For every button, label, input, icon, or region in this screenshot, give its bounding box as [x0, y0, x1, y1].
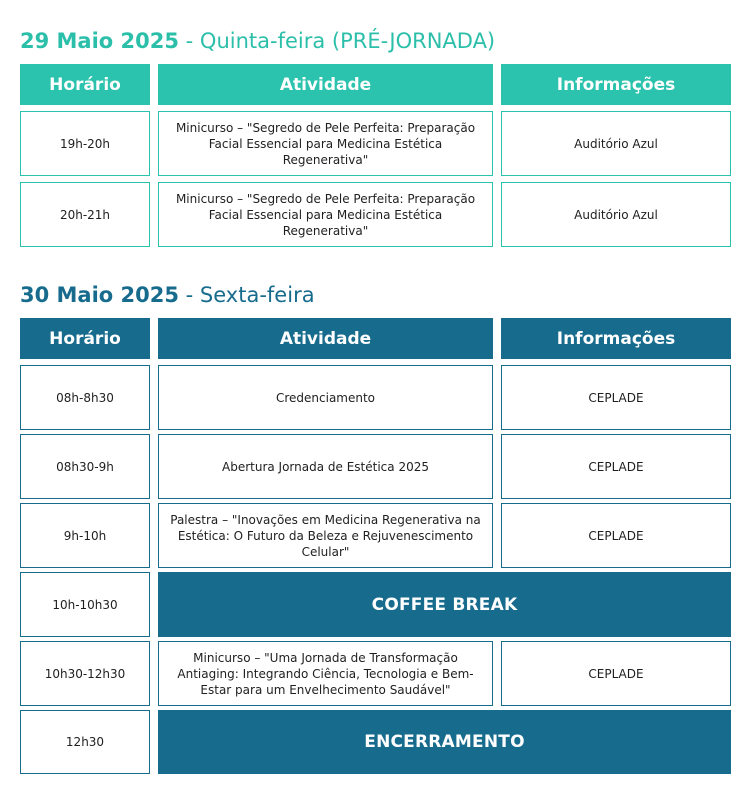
day2-weekday: - Sexta-feira [179, 283, 315, 307]
day1-row2-activity: Minicurso – "Segredo de Pele Perfeita: Preparação Facial Essencial para Medicina Estética Regenerativa" [158, 182, 493, 247]
day1-row2-info: Auditório Azul [501, 182, 731, 247]
day2-row4-time: 10h-10h30 [20, 572, 150, 637]
day2-row3-time: 9h-10h [20, 503, 150, 568]
day2-row5-info: CEPLADE [501, 641, 731, 706]
day2-row2-info: CEPLADE [501, 434, 731, 499]
day2-row1-time: 08h-8h30 [20, 365, 150, 430]
day1-header-activity: Atividade [158, 64, 493, 105]
coffee-break-banner: COFFEE BREAK [158, 572, 731, 637]
day1-section [20, 28, 731, 248]
day1-weekday: - Quinta-feira (PRÉ-JORNADA) [179, 29, 496, 53]
day2-row3-activity: Palestra – "Inovações em Medicina Regenerativa na Estética: O Futuro da Beleza e Rejuvenescimento Celular" [158, 503, 493, 568]
day1-row1-time: 19h-20h [20, 111, 150, 176]
day2-row1-activity: Credenciamento [158, 365, 493, 430]
day2-title [20, 282, 315, 308]
day1-title [20, 28, 495, 54]
day1-row2-time: 20h-21h [20, 182, 150, 247]
day2-row6-time: 12h30 [20, 710, 150, 774]
day1-date: 29 Maio 2025 [20, 29, 179, 53]
day2-row3-info: CEPLADE [501, 503, 731, 568]
closing-banner: ENCERRAMENTO [158, 710, 731, 774]
day2-row2-time: 08h30-9h [20, 434, 150, 499]
day2-row5-activity: Minicurso – "Uma Jornada de Transformação Antiaging: Integrando Ciência, Tecnologia e Bem-Estar para um Envelhecimento Saudável" [158, 641, 493, 706]
day2-header-time: Horário [20, 318, 150, 359]
day2-section [20, 282, 731, 776]
day2-row2-activity: Abertura Jornada de Estética 2025 [158, 434, 493, 499]
day2-header-activity: Atividade [158, 318, 493, 359]
day2-header-info: Informações [501, 318, 731, 359]
day1-header-info: Informações [501, 64, 731, 105]
day1-row1-activity: Minicurso – "Segredo de Pele Perfeita: Preparação Facial Essencial para Medicina Estética Regenerativa" [158, 111, 493, 176]
day2-row1-info: CEPLADE [501, 365, 731, 430]
day1-header-time: Horário [20, 64, 150, 105]
day1-row1-info: Auditório Azul [501, 111, 731, 176]
day2-row5-time: 10h30-12h30 [20, 641, 150, 706]
day2-date: 30 Maio 2025 [20, 283, 179, 307]
